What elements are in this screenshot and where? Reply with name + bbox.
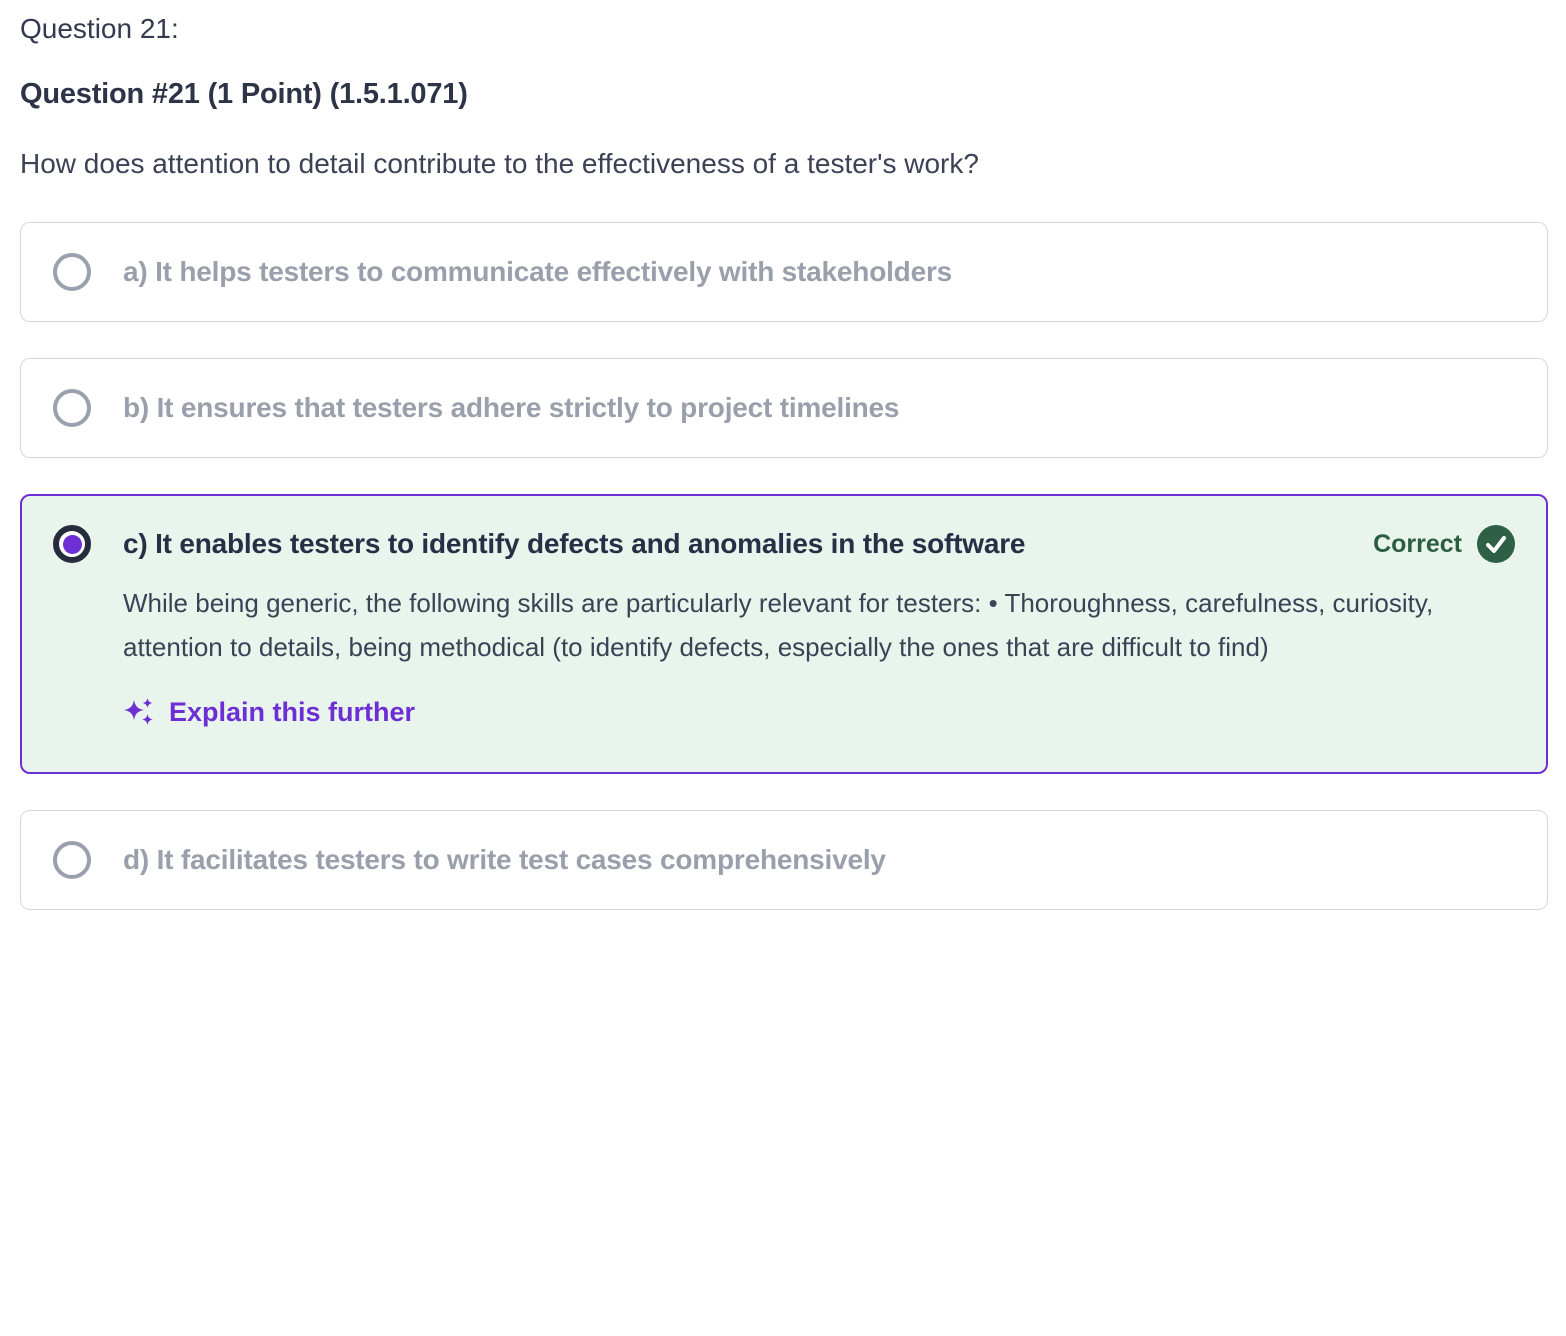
answer-option-b[interactable] [20, 358, 1548, 458]
radio-dot [63, 535, 82, 554]
answer-option-a[interactable] [20, 222, 1548, 322]
answer-options-list [20, 222, 1548, 910]
question-number-label: Question 21: [20, 13, 179, 44]
radio-button-unselected[interactable] [53, 253, 91, 291]
sparkles-icon [123, 696, 155, 728]
option-label: d) It facilitates testers to write test cases comprehensively [123, 844, 886, 875]
correct-badge-label: Correct [1373, 529, 1462, 558]
explain-further-label: Explain this further [169, 696, 416, 727]
radio-button-unselected[interactable] [53, 841, 91, 879]
option-label: b) It ensures that testers adhere strictly to project timelines [123, 392, 900, 423]
explain-further-link[interactable] [123, 696, 415, 728]
question-title: Question #21 (1 Point) (1.5.1.071) [20, 78, 468, 110]
check-circle-icon [1477, 525, 1515, 563]
option-label: c) It enables testers to identify defects and anomalies in the software [123, 528, 1026, 559]
answer-option-d[interactable] [20, 810, 1548, 910]
correct-status-badge [1373, 525, 1515, 563]
radio-button-selected[interactable] [53, 525, 91, 563]
answer-option-c-selected-correct[interactable] [20, 494, 1548, 774]
question-text: How does attention to detail contribute to the effectiveness of a tester's work? [20, 148, 979, 179]
option-label: a) It helps testers to communicate effectively with stakeholders [123, 256, 953, 287]
selected-option-row [53, 525, 1515, 563]
radio-button-unselected[interactable] [53, 389, 91, 427]
answer-explanation-text: While being generic, the following skills are particularly relevant for testers: • Thoroughness, carefulness, curiosity, attention to details, being methodical (to identify defects, especially the ones that are difficult to find) [123, 588, 1434, 662]
